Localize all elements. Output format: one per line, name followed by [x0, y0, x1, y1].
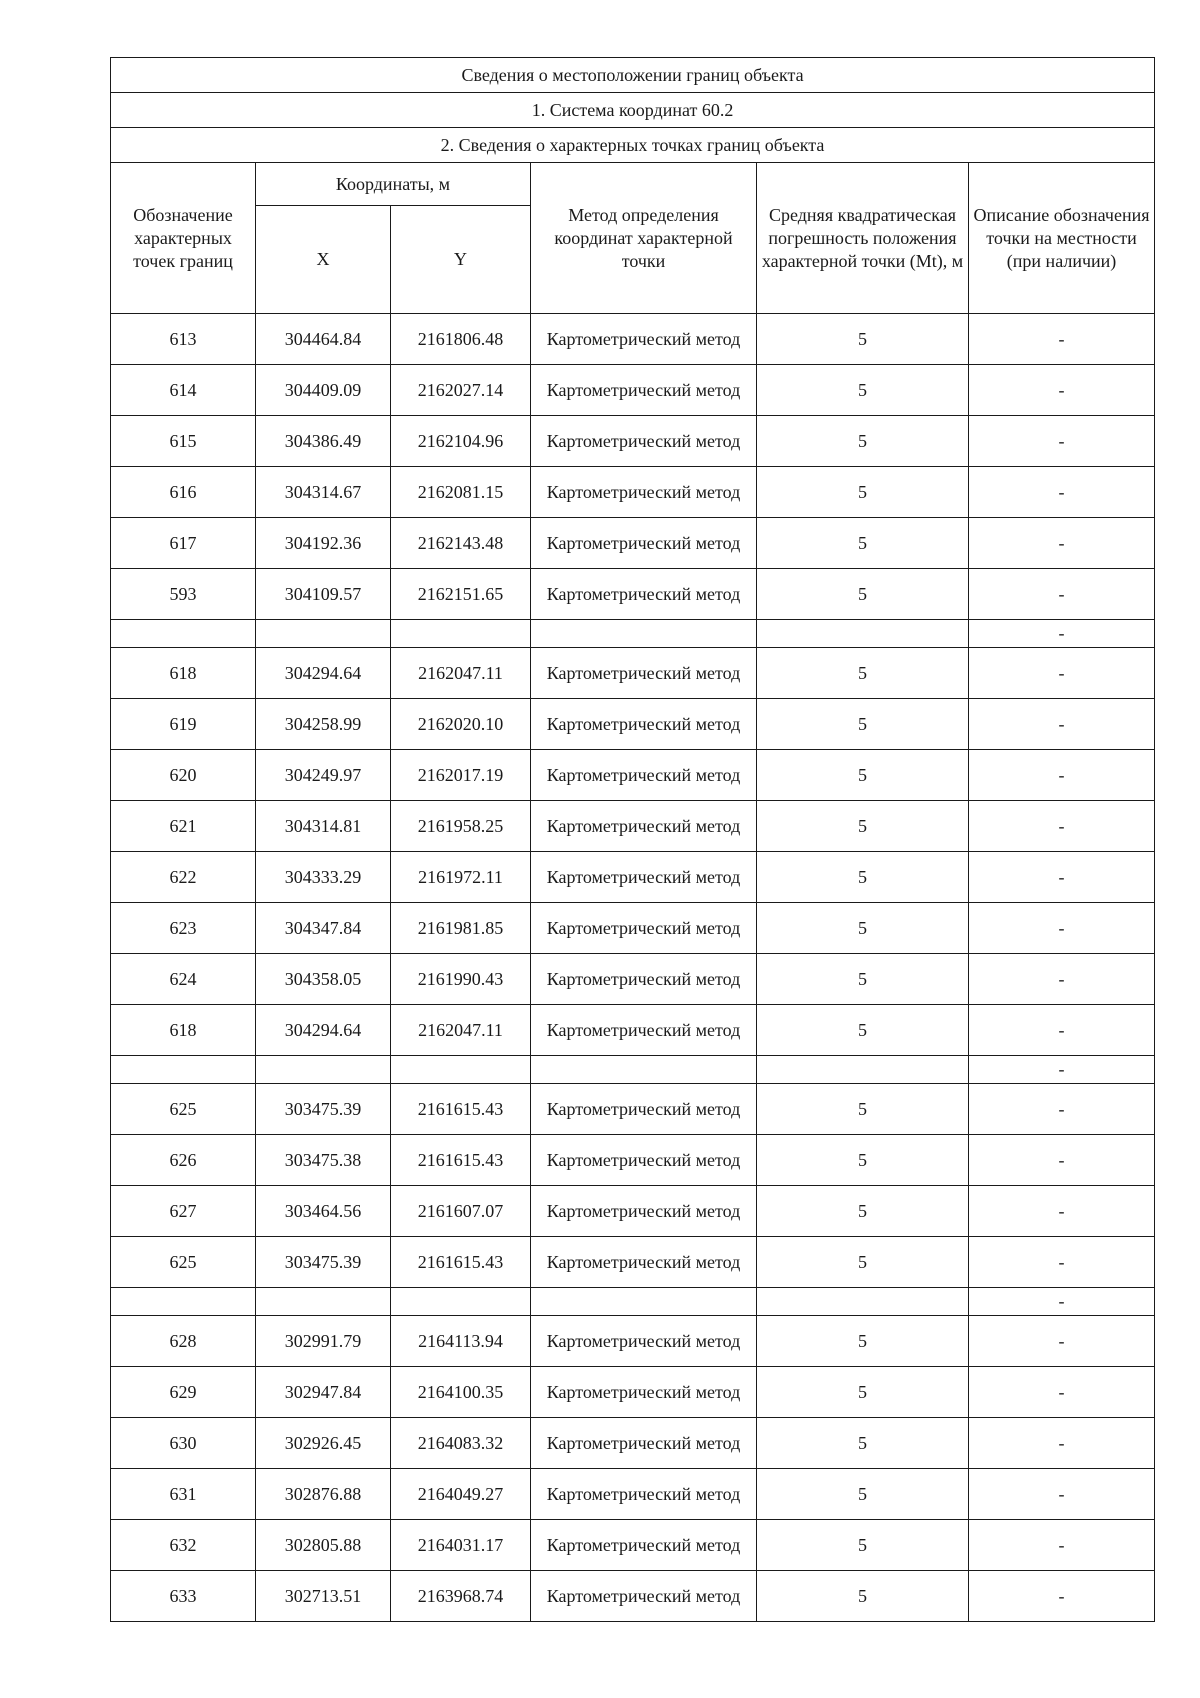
cell-method: Картометрический метод — [531, 750, 757, 801]
cell-y: 2163968.74 — [391, 1571, 531, 1622]
cell-x: 304347.84 — [256, 903, 391, 954]
cell-error: 5 — [757, 954, 969, 1005]
table-row — [111, 954, 1155, 1005]
cell-description: - — [969, 648, 1155, 699]
cell-description: - — [969, 416, 1155, 467]
cell-point: 628 — [111, 1316, 256, 1367]
cell-point: 623 — [111, 903, 256, 954]
cell-error: 5 — [757, 416, 969, 467]
cell-method: Картометрический метод — [531, 1367, 757, 1418]
cell-method: Картометрический метод — [531, 1520, 757, 1571]
cell-x: 302926.45 — [256, 1418, 391, 1469]
cell-description: - — [969, 801, 1155, 852]
cell-error: 5 — [757, 1186, 969, 1237]
cell-method: Картометрический метод — [531, 1418, 757, 1469]
cell-error: 5 — [757, 1316, 969, 1367]
cell-point: 613 — [111, 314, 256, 365]
cell-error: 5 — [757, 1469, 969, 1520]
cell-point: 631 — [111, 1469, 256, 1520]
cell-description: - — [969, 1056, 1155, 1084]
boundary-points-table — [110, 57, 1155, 1622]
cell-y: 2161615.43 — [391, 1084, 531, 1135]
table-title: Сведения о местоположении границ объекта — [111, 58, 1155, 93]
cell-error: 5 — [757, 1005, 969, 1056]
cell-error: 5 — [757, 1367, 969, 1418]
cell-method: Картометрический метод — [531, 1237, 757, 1288]
table-row — [111, 1520, 1155, 1571]
cell-method: Картометрический метод — [531, 648, 757, 699]
cell-x: 304409.09 — [256, 365, 391, 416]
cell-method: Картометрический метод — [531, 852, 757, 903]
cell-error: 5 — [757, 1135, 969, 1186]
cell-method: Картометрический метод — [531, 699, 757, 750]
table-row — [111, 569, 1155, 620]
cell-error: 5 — [757, 467, 969, 518]
table-row — [111, 1186, 1155, 1237]
cell-x: 302876.88 — [256, 1469, 391, 1520]
cell-description: - — [969, 365, 1155, 416]
cell-description: - — [969, 1418, 1155, 1469]
cell-x — [256, 1056, 391, 1084]
cell-x: 304386.49 — [256, 416, 391, 467]
cell-description: - — [969, 750, 1155, 801]
cell-description: - — [969, 620, 1155, 648]
cell-description: - — [969, 1316, 1155, 1367]
cell-y: 2162143.48 — [391, 518, 531, 569]
cell-description: - — [969, 1005, 1155, 1056]
cell-y: 2162081.15 — [391, 467, 531, 518]
cell-error: 5 — [757, 903, 969, 954]
cell-x — [256, 1288, 391, 1316]
cell-point: 625 — [111, 1237, 256, 1288]
cell-x: 304294.64 — [256, 648, 391, 699]
cell-method: Картометрический метод — [531, 1135, 757, 1186]
header-coordinates: Координаты, м — [256, 163, 531, 206]
cell-y: 2162017.19 — [391, 750, 531, 801]
cell-x: 304258.99 — [256, 699, 391, 750]
cell-error: 5 — [757, 1520, 969, 1571]
table-row — [111, 365, 1155, 416]
table-row — [111, 648, 1155, 699]
cell-point: 616 — [111, 467, 256, 518]
cell-y: 2162020.10 — [391, 699, 531, 750]
cell-method: Картометрический метод — [531, 903, 757, 954]
cell-point: 615 — [111, 416, 256, 467]
points-section-row — [111, 128, 1155, 163]
cell-x: 304314.81 — [256, 801, 391, 852]
cell-method: Картометрический метод — [531, 467, 757, 518]
table-row — [111, 1005, 1155, 1056]
table-row — [111, 314, 1155, 365]
cell-y: 2161806.48 — [391, 314, 531, 365]
table-row — [111, 852, 1155, 903]
cell-x: 304333.29 — [256, 852, 391, 903]
cell-y: 2164031.17 — [391, 1520, 531, 1571]
cell-error — [757, 1288, 969, 1316]
table-row — [111, 1135, 1155, 1186]
cell-method: Картометрический метод — [531, 314, 757, 365]
header-y: Y — [391, 206, 531, 314]
cell-x — [256, 620, 391, 648]
header-point: Обозначение характерных точек границ — [111, 163, 256, 314]
coordinate-system: 1. Система координат 60.2 — [111, 93, 1155, 128]
cell-method: Картометрический метод — [531, 801, 757, 852]
cell-y: 2162104.96 — [391, 416, 531, 467]
cell-method: Картометрический метод — [531, 1186, 757, 1237]
cell-x: 304314.67 — [256, 467, 391, 518]
header-error: Средняя квадратическая погрешность положения характерной точки (Mt), м — [757, 163, 969, 314]
table-row — [111, 1237, 1155, 1288]
table-row — [111, 467, 1155, 518]
cell-error — [757, 1056, 969, 1084]
cell-x: 302805.88 — [256, 1520, 391, 1571]
cell-error: 5 — [757, 314, 969, 365]
cell-error: 5 — [757, 1571, 969, 1622]
cell-description: - — [969, 699, 1155, 750]
cell-x: 303475.39 — [256, 1237, 391, 1288]
separator-row — [111, 620, 1155, 648]
cell-x: 302991.79 — [256, 1316, 391, 1367]
cell-point: 627 — [111, 1186, 256, 1237]
cell-method: Картометрический метод — [531, 1316, 757, 1367]
cell-point: 626 — [111, 1135, 256, 1186]
cell-description: - — [969, 314, 1155, 365]
cell-error: 5 — [757, 1418, 969, 1469]
cell-method: Картометрический метод — [531, 518, 757, 569]
cell-point: 629 — [111, 1367, 256, 1418]
cell-method: Картометрический метод — [531, 1084, 757, 1135]
table-row — [111, 903, 1155, 954]
cell-error: 5 — [757, 801, 969, 852]
table-row — [111, 1316, 1155, 1367]
cell-x: 304192.36 — [256, 518, 391, 569]
cell-y: 2161615.43 — [391, 1135, 531, 1186]
cell-x: 304358.05 — [256, 954, 391, 1005]
cell-method: Картометрический метод — [531, 954, 757, 1005]
cell-point — [111, 1056, 256, 1084]
cell-y: 2161990.43 — [391, 954, 531, 1005]
table-row — [111, 1418, 1155, 1469]
table-body — [111, 314, 1155, 1622]
cell-y: 2164049.27 — [391, 1469, 531, 1520]
cell-point: 593 — [111, 569, 256, 620]
cell-y: 2162047.11 — [391, 1005, 531, 1056]
table-row — [111, 699, 1155, 750]
cell-point — [111, 620, 256, 648]
header-description: Описание обозначения точки на местности (при наличии) — [969, 163, 1155, 314]
cell-description: - — [969, 1571, 1155, 1622]
cell-point: 618 — [111, 648, 256, 699]
cell-error: 5 — [757, 750, 969, 801]
cell-method: Картометрический метод — [531, 1571, 757, 1622]
header-x: X — [256, 206, 391, 314]
table-row — [111, 1084, 1155, 1135]
cell-x: 304109.57 — [256, 569, 391, 620]
cell-method — [531, 1288, 757, 1316]
cell-error — [757, 620, 969, 648]
cell-point: 614 — [111, 365, 256, 416]
cell-description: - — [969, 852, 1155, 903]
header-row-1 — [111, 163, 1155, 206]
cell-y — [391, 620, 531, 648]
header-method: Метод определения координат характерной точки — [531, 163, 757, 314]
table-row — [111, 1571, 1155, 1622]
cell-point — [111, 1288, 256, 1316]
table-row — [111, 1367, 1155, 1418]
cell-error: 5 — [757, 852, 969, 903]
cell-method — [531, 620, 757, 648]
points-section-title: 2. Сведения о характерных точках границ объекта — [111, 128, 1155, 163]
cell-x: 304249.97 — [256, 750, 391, 801]
cell-error: 5 — [757, 518, 969, 569]
cell-description: - — [969, 1520, 1155, 1571]
cell-description: - — [969, 1084, 1155, 1135]
cell-method: Картометрический метод — [531, 569, 757, 620]
cell-method: Картометрический метод — [531, 365, 757, 416]
title-row — [111, 58, 1155, 93]
cell-description: - — [969, 903, 1155, 954]
separator-row — [111, 1056, 1155, 1084]
table-row — [111, 1469, 1155, 1520]
cell-description: - — [969, 1186, 1155, 1237]
cell-error: 5 — [757, 1084, 969, 1135]
cell-y: 2161958.25 — [391, 801, 531, 852]
cell-x: 303475.39 — [256, 1084, 391, 1135]
cell-description: - — [969, 1135, 1155, 1186]
cell-y: 2161615.43 — [391, 1237, 531, 1288]
cell-y: 2162047.11 — [391, 648, 531, 699]
cell-point: 633 — [111, 1571, 256, 1622]
coordinate-system-row — [111, 93, 1155, 128]
cell-x: 304294.64 — [256, 1005, 391, 1056]
cell-error: 5 — [757, 569, 969, 620]
table-row — [111, 750, 1155, 801]
cell-error: 5 — [757, 699, 969, 750]
cell-point: 618 — [111, 1005, 256, 1056]
cell-point: 620 — [111, 750, 256, 801]
cell-method: Картометрический метод — [531, 1469, 757, 1520]
cell-x: 303464.56 — [256, 1186, 391, 1237]
separator-row — [111, 1288, 1155, 1316]
cell-description: - — [969, 1288, 1155, 1316]
cell-method: Картометрический метод — [531, 416, 757, 467]
cell-description: - — [969, 1469, 1155, 1520]
cell-point: 630 — [111, 1418, 256, 1469]
cell-x: 302947.84 — [256, 1367, 391, 1418]
cell-y: 2164083.32 — [391, 1418, 531, 1469]
cell-point: 625 — [111, 1084, 256, 1135]
cell-point: 619 — [111, 699, 256, 750]
cell-x: 304464.84 — [256, 314, 391, 365]
cell-x: 303475.38 — [256, 1135, 391, 1186]
cell-description: - — [969, 954, 1155, 1005]
cell-error: 5 — [757, 365, 969, 416]
cell-y: 2162151.65 — [391, 569, 531, 620]
cell-point: 632 — [111, 1520, 256, 1571]
cell-y: 2164100.35 — [391, 1367, 531, 1418]
cell-y: 2161981.85 — [391, 903, 531, 954]
cell-description: - — [969, 467, 1155, 518]
cell-description: - — [969, 518, 1155, 569]
cell-method — [531, 1056, 757, 1084]
cell-description: - — [969, 1367, 1155, 1418]
table-row — [111, 518, 1155, 569]
cell-point: 617 — [111, 518, 256, 569]
cell-y: 2161972.11 — [391, 852, 531, 903]
cell-description: - — [969, 1237, 1155, 1288]
cell-point: 621 — [111, 801, 256, 852]
cell-y: 2162027.14 — [391, 365, 531, 416]
cell-error: 5 — [757, 1237, 969, 1288]
cell-y: 2161607.07 — [391, 1186, 531, 1237]
cell-y: 2164113.94 — [391, 1316, 531, 1367]
cell-method: Картометрический метод — [531, 1005, 757, 1056]
cell-description: - — [969, 569, 1155, 620]
cell-y — [391, 1288, 531, 1316]
cell-point: 624 — [111, 954, 256, 1005]
cell-x: 302713.51 — [256, 1571, 391, 1622]
table-row — [111, 416, 1155, 467]
table-row — [111, 801, 1155, 852]
cell-error: 5 — [757, 648, 969, 699]
cell-y — [391, 1056, 531, 1084]
cell-point: 622 — [111, 852, 256, 903]
